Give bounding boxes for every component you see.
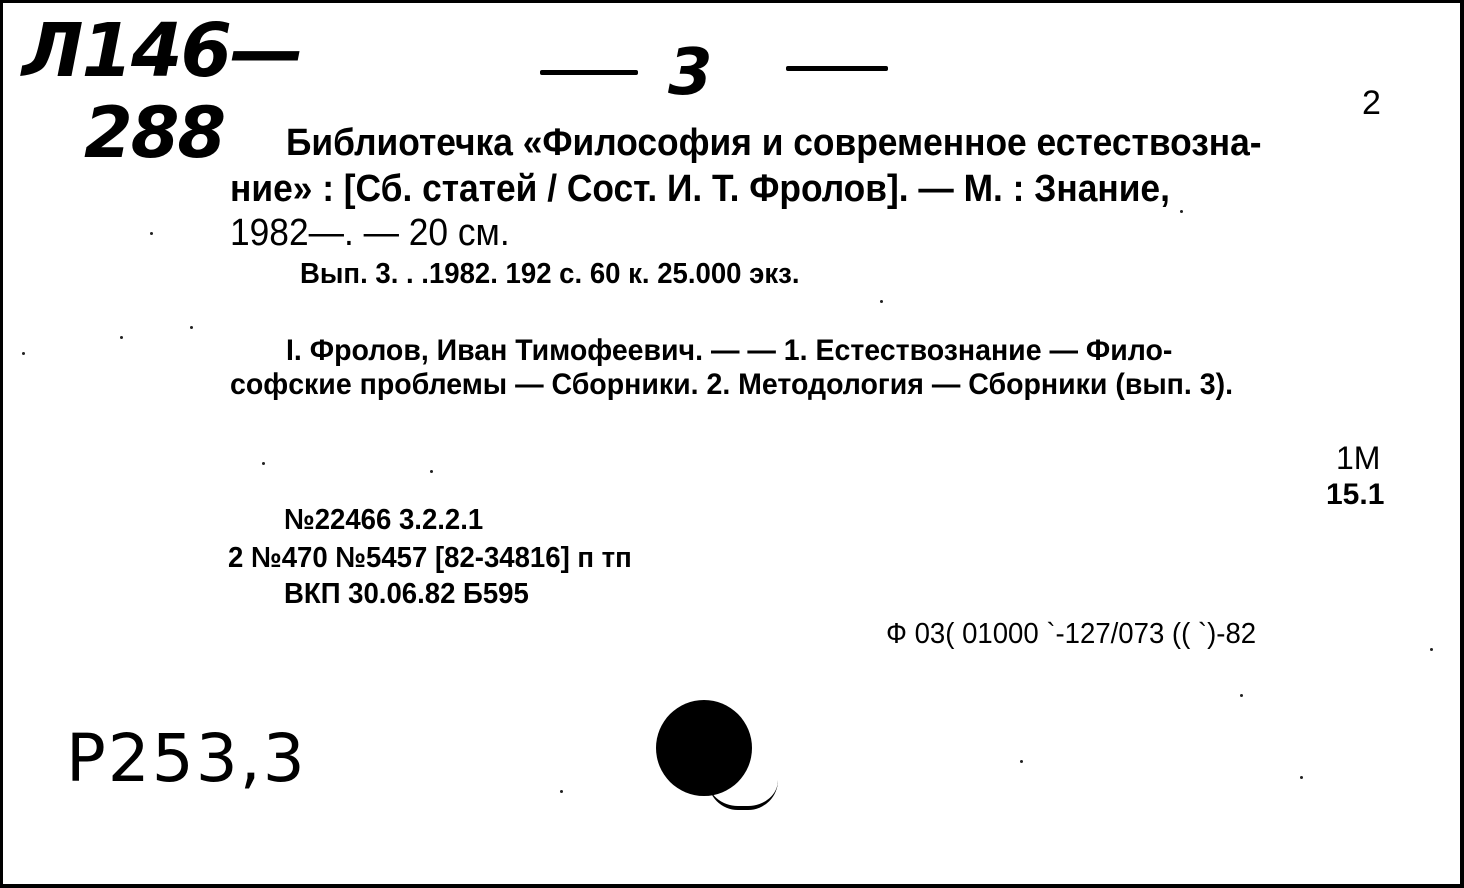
title-line-2: ние» : [Сб. статей / Сост. И. Т. Фролов]. — М. : Знание, bbox=[230, 168, 1170, 210]
speck bbox=[1240, 694, 1243, 697]
card-number: 2 bbox=[1362, 84, 1381, 122]
handwritten-page-marker: 3 bbox=[668, 36, 711, 110]
handwritten-bottom-code: Р253,3 bbox=[66, 720, 307, 797]
speck bbox=[1180, 210, 1183, 213]
speck bbox=[120, 336, 123, 339]
issue-line: Вып. 3. . .1982. 192 с. 60 к. 25.000 экз. bbox=[300, 258, 800, 290]
speck bbox=[262, 462, 265, 465]
page-marker-left-dash bbox=[540, 70, 638, 75]
tracing-line-1: I. Фролов, Иван Тимофеевич. — — 1. Естествознание — Фило- bbox=[286, 334, 1173, 367]
title-line-3: 1982—. — 20 см. bbox=[230, 212, 510, 254]
speck bbox=[880, 300, 883, 303]
speck bbox=[1020, 760, 1023, 763]
class-code-1: 1М bbox=[1336, 440, 1381, 476]
tracing-line-2: софские проблемы — Сборники. 2. Методология — Сборники (вып. 3). bbox=[230, 368, 1234, 401]
handwritten-shelf-mark-line1: Л146— bbox=[22, 8, 302, 94]
page-marker-right-dash bbox=[786, 66, 888, 71]
class-code-2: 15.1 bbox=[1326, 478, 1385, 511]
handwritten-shelf-mark-line2: 288 bbox=[84, 92, 225, 174]
index-line: Ф 03( 01000 `-127/073 (( `)-82 bbox=[886, 618, 1257, 650]
speck bbox=[1300, 776, 1303, 779]
speck bbox=[150, 232, 153, 235]
speck bbox=[190, 326, 193, 329]
record-line-2: 2 №470 №5457 [82-34816] п тп bbox=[228, 542, 632, 574]
speck bbox=[560, 790, 563, 793]
record-line-1: №22466 3.2.2.1 bbox=[284, 504, 484, 536]
record-line-3: ВКП 30.06.82 Б595 bbox=[284, 578, 529, 610]
title-line-1: Библиотечка «Философия и современное естествозна- bbox=[286, 122, 1262, 164]
speck bbox=[22, 352, 25, 355]
speck bbox=[430, 470, 433, 473]
speck bbox=[1430, 648, 1433, 651]
